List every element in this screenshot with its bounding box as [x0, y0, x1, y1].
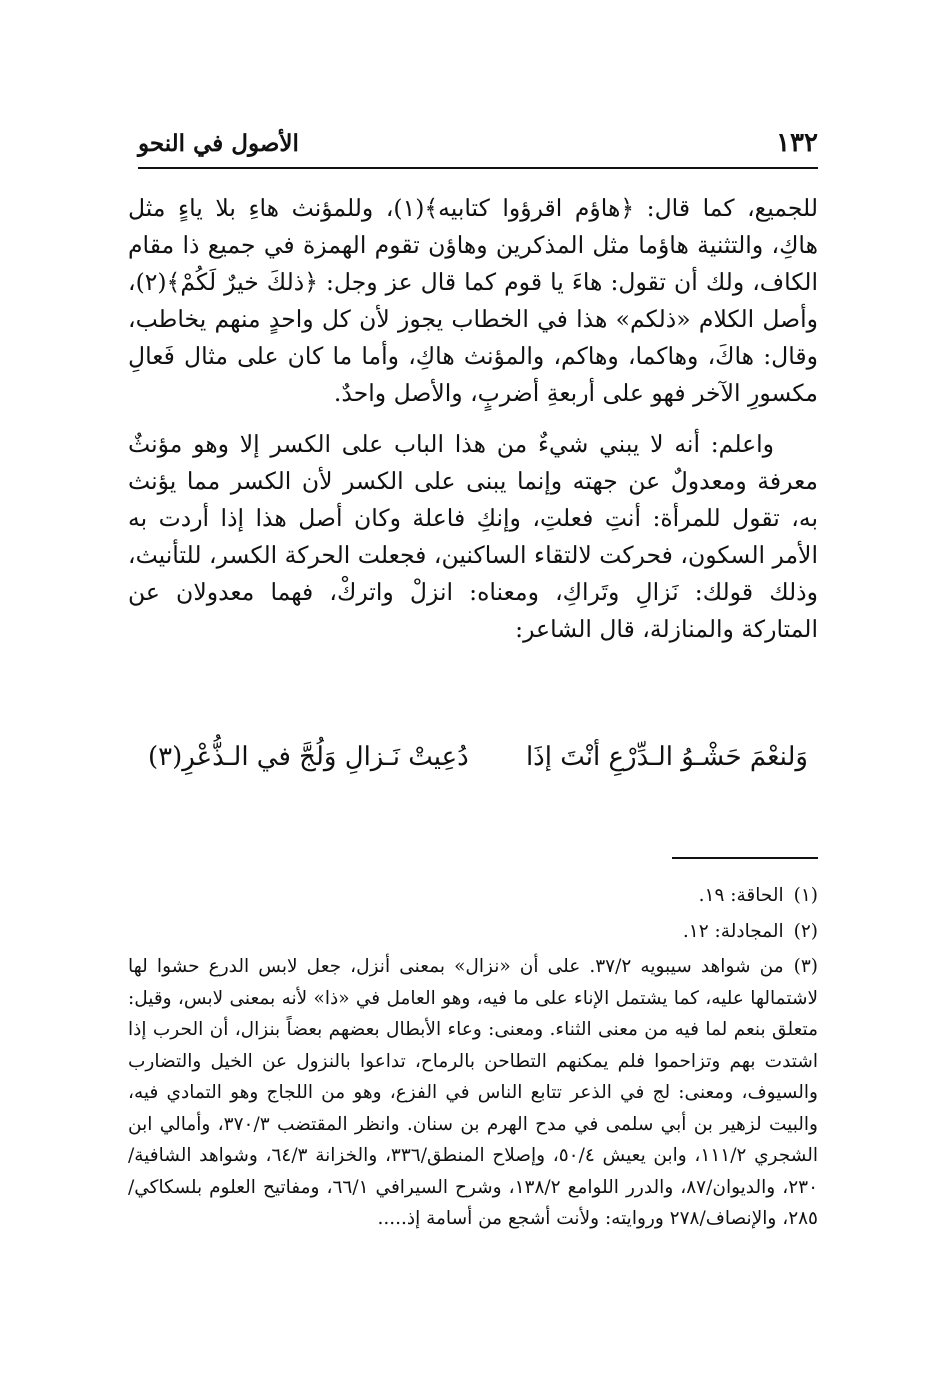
footnote-3	[128, 951, 818, 1235]
footnote-number: (٢)	[793, 920, 818, 942]
poetry-verse	[148, 742, 808, 772]
main-text	[128, 190, 818, 648]
footnote-text: من شواهد سيبويه ٣٧/٢. على أن «نزال» بمعنى أنزل، جعل لابس الدرع حشوا لها لاشتمالها عليه، كما يشتمل الإناء على ما فيه، وهو العامل في «ذا» لأنه بمعنى لابس، وقيل: متعلق بنعم لما فيه من معنى الثناء. ومعنى: وعاء الأبطال بعضهم بعضاً بنزال، أن الحرب إذا اشتدت بهم وتزاحموا فلم يمكنهم التطاحن بالرماح، تداعوا بالنزول عن الخيل والتضارب والسيوف، ومعنى: لج في الذعر تتابع الناس في الفزع، وهو من اللجاج وهو التمادي فيه، والبيت لزهير بن أبي سلمى في مدح الهرم بن سنان. وانظر المقتضب ٣٧٠/٣، وأمالي ابن الشجري ١١١/٢، وابن يعيش ٥٠/٤، وإصلاح المنطق/٣٣٦، والخزانة ٦٤/٣، وشواهد الشافية/٢٣٠، والديوان/٨٧، والدرر اللوامع ١٣٨/٢، وشرح السيرافي ٦٦/١، ومفاتيح العلوم بلسكاكي/٢٨٥، والإنصاف/٢٧٨ وروايته: ولأنت أشجع من أسامة إذ.....	[128, 956, 819, 1229]
paragraph-1: للجميع، كما قال: ﴿هاؤم اقرؤوا كتابيه﴾(١)، وللمؤنث هاءِ بلا ياءٍ مثل هاكِ، والتثنية هاؤما مثل المذكرين وهاؤن تقوم الهمزة في جميع ذا مقام الكاف، ولك أن تقول: هاءَ يا قوم كما قال عز وجل: ﴿ذلكَ خيرٌ لَكُمْ﴾(٢)، وأصل الكلام «ذلكم» هذا في الخطاب يجوز لأن كل واحدٍ منهم يخاطب، وقال: هاكَ، وهاكما، وهاكم، والمؤنث هاكِ، وأما ما كان على مثال فَعالِ مكسورِ الآخر فهو على أربعةِ أضربٍ، والأصل واحدٌ.	[128, 194, 818, 407]
header-divider	[138, 167, 818, 169]
footnotes	[128, 880, 818, 1239]
page-number: ١٣٢	[776, 128, 818, 158]
footnote-number: (٣)	[793, 956, 818, 977]
footnote-2	[128, 916, 818, 948]
footnote-number: (١)	[793, 885, 818, 906]
footnote-text: الحاقة: ١٩.	[698, 885, 784, 906]
page-header	[138, 128, 818, 168]
running-title: الأصول في النحو	[138, 130, 299, 157]
footnote-text: المجادلة: ١٢.	[682, 920, 784, 942]
verse-second-hemistich: دُعِيتْ نَـزالِ وَلُجَّ في الـذُّعْرِ(٣)	[148, 742, 469, 772]
footnote-divider	[672, 857, 818, 859]
paragraph-2: واعلم: أنه لا يبني شيءٌ من هذا الباب على الكسر إلا وهو مؤنثٌ معرفة ومعدولٌ عن جهته وإنما يبنى على الكسر لأن الكسر مما يؤنث به، تقول للمرأة: أنتِ فعلتِ، وإنكِ فاعلة وكان أصل هذا إذا أردت به الأمر السكون، فحركت لالتقاء الساكنين، فجعلت الحركة الكسر، للتأنيث، وذلك قولك: نَزالِ وتَراكِ، ومعناه: انزلْ واتركْ، فهما معدولان عن المتاركة والمنازلة، قال الشاعر:	[128, 430, 818, 643]
verse-first-hemistich: وَلنعْمَ حَشْـوُ الـدِّرْعِ أنْتَ إذَا	[525, 742, 808, 772]
footnote-1	[128, 880, 818, 912]
